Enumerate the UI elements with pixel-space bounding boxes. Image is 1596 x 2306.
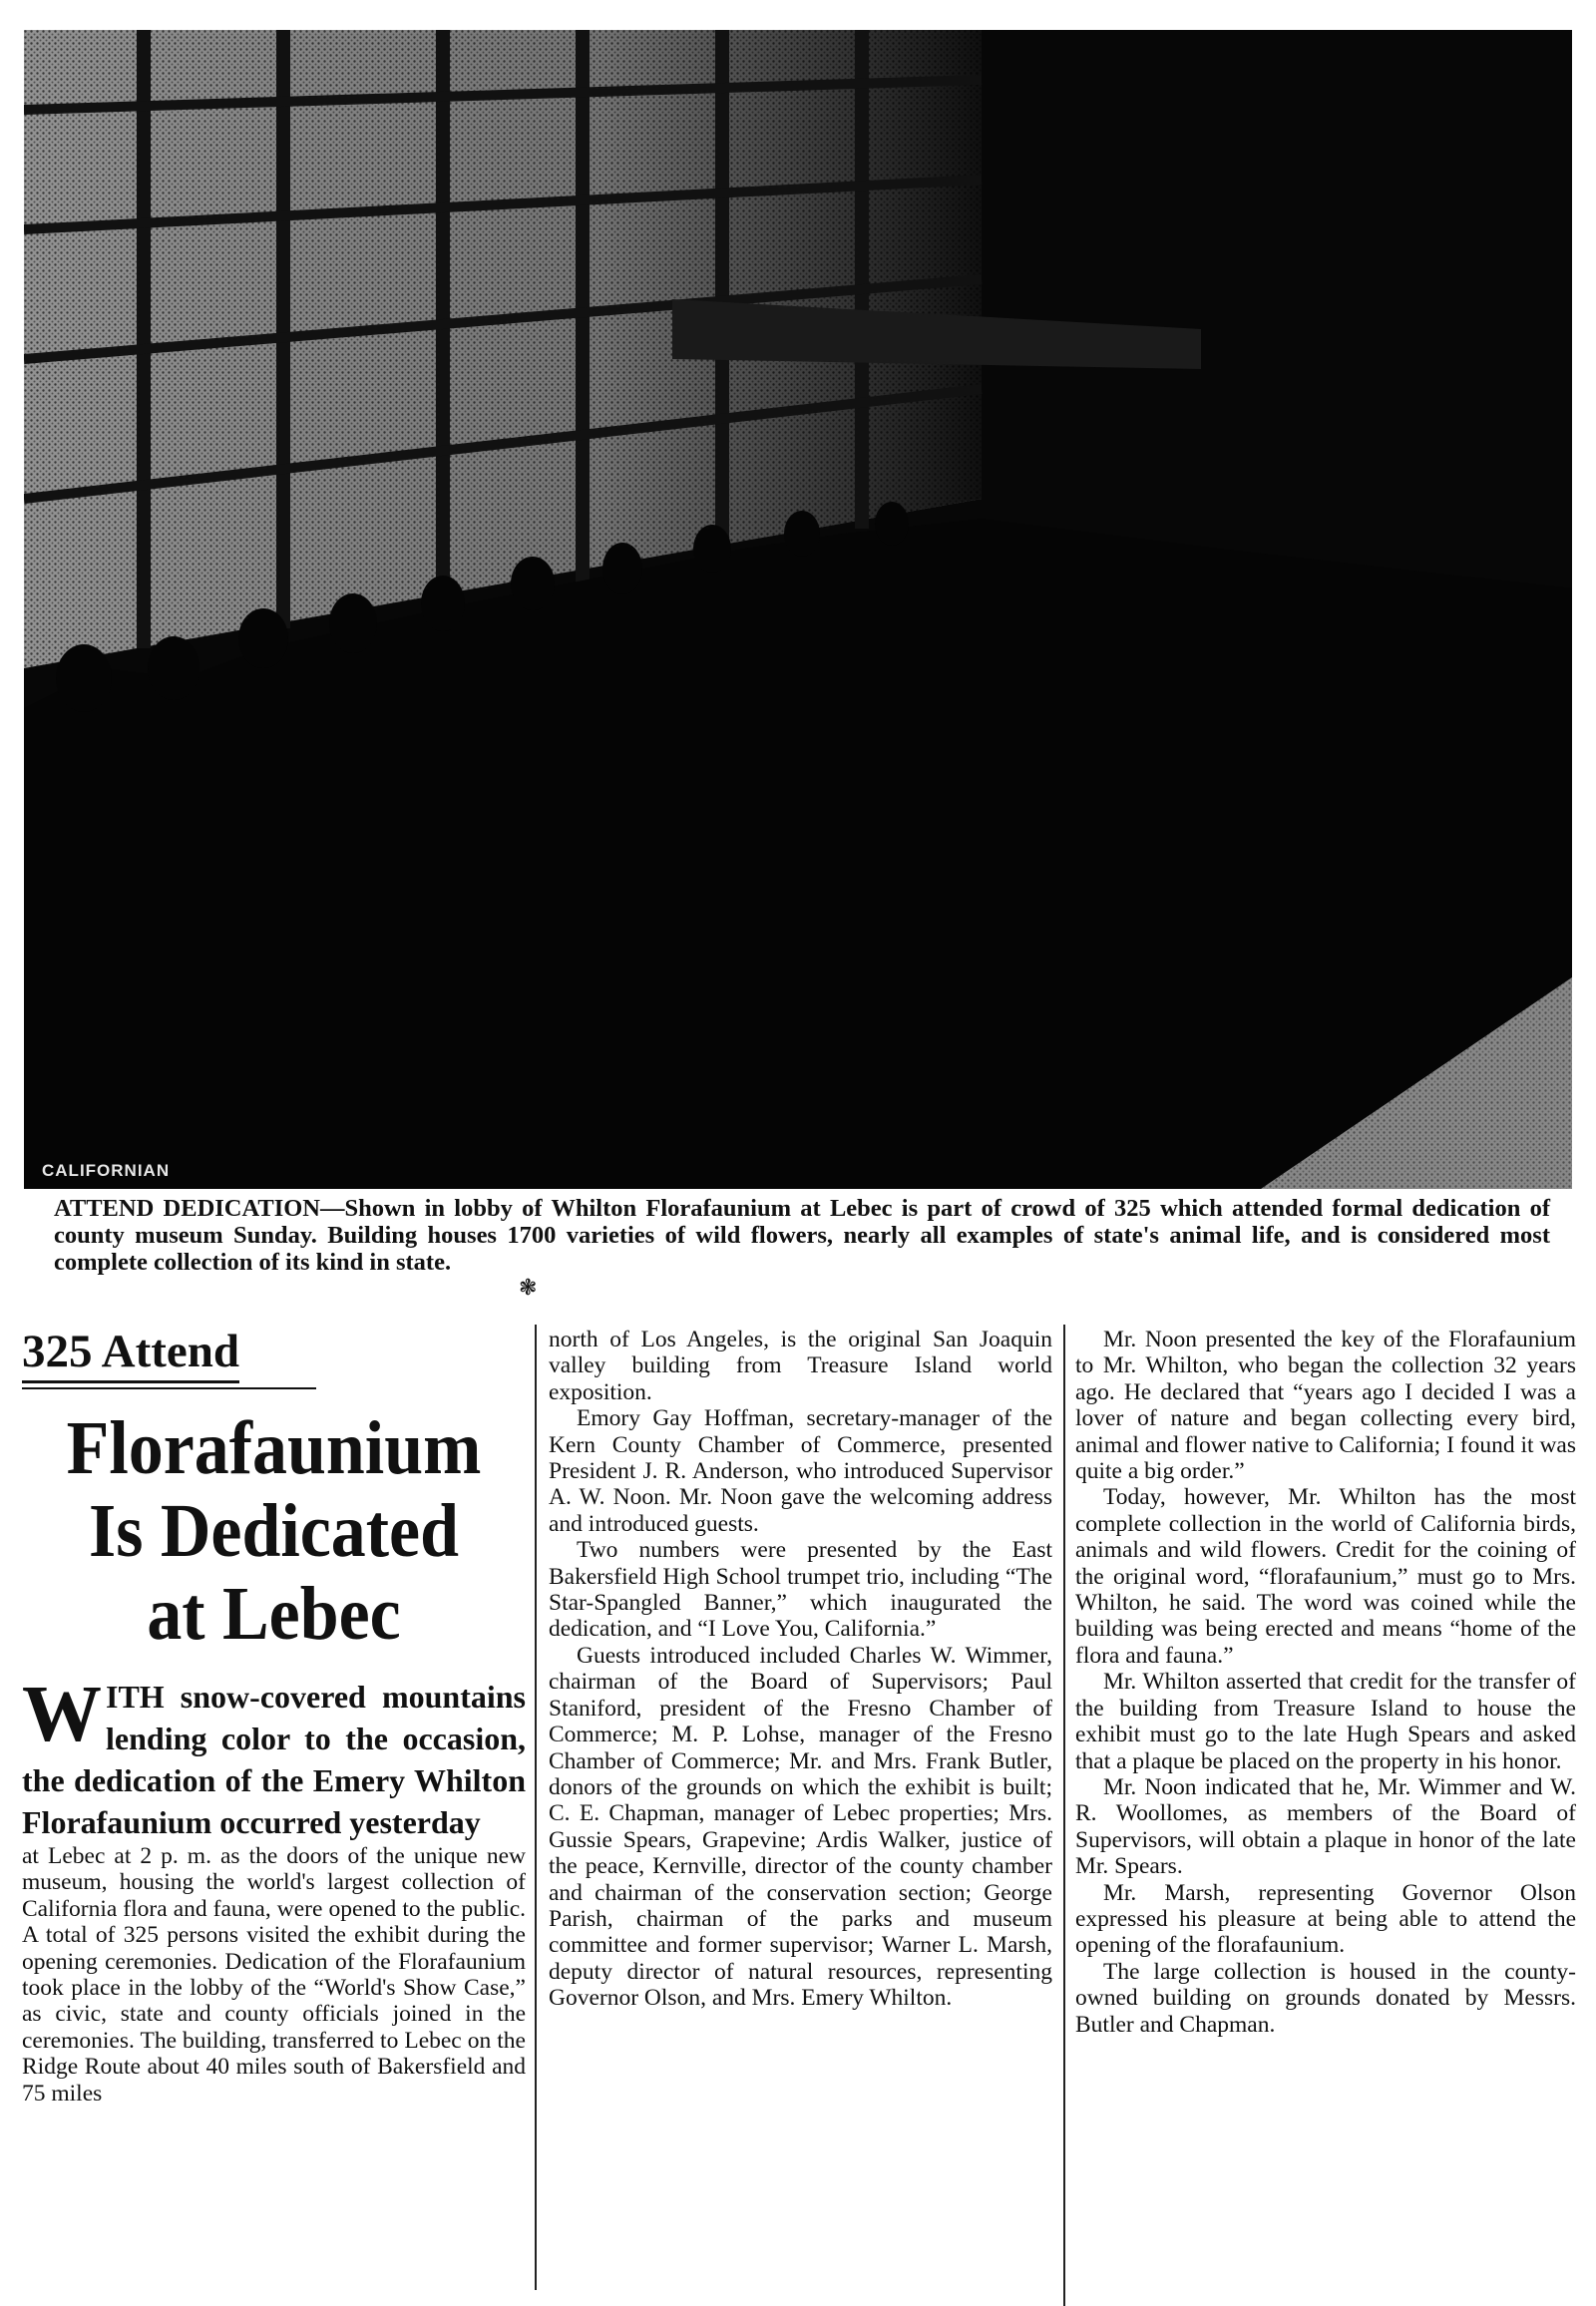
body-paragraph: Mr. Marsh, representing Governor Olson expressed his pleasure at being able to attend the opening of the florafaunium. (1075, 1879, 1576, 1959)
column-rule (535, 1325, 537, 2290)
column-rule (1063, 1325, 1065, 2306)
body-paragraph: Guests introduced included Charles W. Wimmer, chairman of the Board of Supervisors; Paul Staniford, president of the Fresno Chamber of Commerce; M. P. Lohse, manager of the Fresno Chamber of Commerce; Mr. and Mrs. Frank Butler, donors of the grounds on which the exhibit is built; C. E. Chapman, manager of Lebec properties; Mrs. Gussie Spears, Grapevine; Ardis Walker, justice of the peace, Kernville, director of the county chamber and chairman of the conservation section; George Parish, chairman of the parks and museum committee and former supervisor; Warner L. Marsh, deputy director of natural resources, representing Governor Olson, and Mrs. Emery Whilton. (549, 1642, 1052, 2012)
body-paragraph: north of Los Angeles, is the original San Joaquin valley building from Treasure Island world exposition. (549, 1327, 1052, 1405)
lead-paragraph (22, 1671, 526, 1843)
photo-credit: CALIFORNIAN (42, 1161, 171, 1180)
headline-line: at Lebec (147, 1572, 401, 1656)
drop-cap: W (22, 1671, 102, 1758)
lead-text: ITH snow-covered mountains lending color to the occasion, the dedication of the Emery Whilton Florafaunium occurred yesterday (22, 1679, 526, 1840)
article-column-1 (22, 1327, 526, 2107)
headline-line: Is Dedicated (89, 1489, 459, 1573)
body-paragraph: Emory Gay Hoffman, secretary-manager of the Kern County Chamber of Commerce, presented President J. R. Anderson, who introduced Supervisor A. W. Noon. Mr. Noon gave the welcoming address and introduced guests. (549, 1405, 1052, 1537)
photo-caption: ATTEND DEDICATION—Shown in lobby of Whilton Florafaunium at Lebec is part of crowd of 325 which attended formal dedication of county museum Sunday. Building houses 1700 varieties of wild flowers, nearly all examples of state's animal life, and is considered most complete collection of its kind in state. (54, 1195, 1550, 1276)
body-paragraph: Mr. Noon indicated that he, Mr. Wimmer and W. R. Woollomes, as members of the Board of Supervisors, will obtain a plaque in honor of the late Mr. Spears. (1075, 1773, 1576, 1880)
lobby-photo-illustration (24, 30, 1572, 1189)
headline-line: Florafaunium (66, 1406, 482, 1490)
news-photo (24, 30, 1572, 1189)
body-paragraph: Mr. Noon presented the key of the Florafaunium to Mr. Whilton, who began the collection 32 years ago. He declared that “years ago I decided I was a lover of nature and began collecting every bird, animal and flower native to California; I found it was quite a big order.” (1075, 1327, 1576, 1485)
headline (42, 1407, 506, 1656)
article-column-2 (549, 1327, 1052, 2012)
lead-tail: at Lebec at 2 p. m. as the doors of the unique new museum, housing the world's largest collection of California flora and fauna, were opened to the public. A total of 325 persons visited the exhibit during the opening ceremonies. Dedication of the Florafaunium took place in the lobby of the “World's Show Case,” as civic, state and county officials joined in the ceremonies. The building, transferred to Lebec on the Ridge Route about 40 miles south of Bakersfield and 75 miles (22, 1843, 526, 2107)
body-paragraph: Mr. Whilton asserted that credit for the transfer of the building from Treasure Island to house the exhibit must go to the late Hugh Spears and asked that a plaque be placed on the property in his honor. (1075, 1669, 1576, 1774)
body-paragraph: Two numbers were presented by the East Bakersfield High School trumpet trio, including “The Star-Spangled Banner,” which inaugurated the dedication, and “I Love You, California.” (549, 1537, 1052, 1643)
article-column-3 (1075, 1327, 1576, 2038)
body-paragraph: Today, however, Mr. Whilton has the most complete collection in the world of California birds, animals and wild flowers. Credit for the coining of the original word, “florafaunium,” must go to Mrs. Whilton, he said. The word was coined while the building was being erected and means “home of the flora and fauna.” (1075, 1484, 1576, 1669)
kicker-rule (22, 1387, 316, 1389)
kicker: 325 Attend (22, 1325, 239, 1383)
ornament-divider: ❃ (519, 1275, 538, 1300)
body-paragraph: The large collection is housed in the county-owned building on grounds donated by Messrs. Butler and Chapman. (1075, 1958, 1576, 2038)
